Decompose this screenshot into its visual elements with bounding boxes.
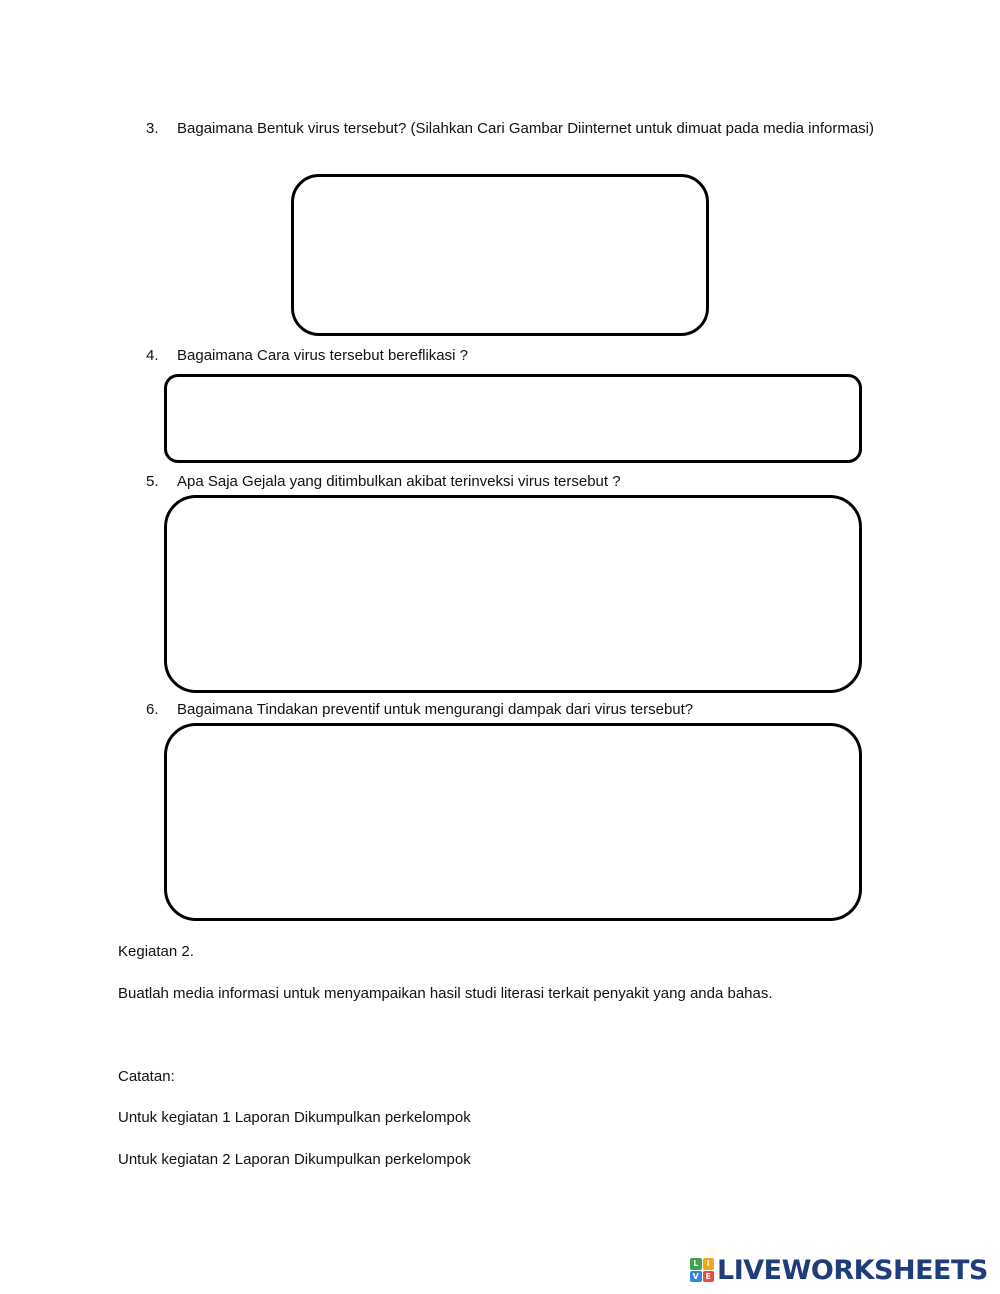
question-5-number: 5. (146, 473, 159, 490)
activity-instruction: Buatlah media informasi untuk menyampaikan hasil studi literasi terkait penyakit yang anda bahas. (118, 985, 773, 1002)
answer-box-4[interactable] (164, 374, 862, 463)
question-5-text: Apa Saja Gejala yang ditimbulkan akibat terinveksi virus tersebut ? (177, 473, 621, 490)
question-3-text: Bagaimana Bentuk virus tersebut? (Silahkan Cari Gambar Diinternet untuk dimuat pada media informasi) (177, 120, 875, 137)
logo-icon-letter: I (703, 1258, 715, 1270)
notes-heading: Catatan: (118, 1068, 175, 1085)
question-4-text: Bagaimana Cara virus tersebut bereflikasi ? (177, 347, 468, 364)
note-item: Untuk kegiatan 1 Laporan Dikumpulkan perkelompok (118, 1109, 471, 1126)
note-item: Untuk kegiatan 2 Laporan Dikumpulkan perkelompok (118, 1151, 471, 1168)
answer-box-3[interactable] (291, 174, 709, 336)
answer-box-5[interactable] (164, 495, 862, 693)
logo-icon-letter: L (690, 1258, 702, 1270)
logo-icon-letter: V (690, 1271, 702, 1283)
question-6-text: Bagaimana Tindakan preventif untuk mengurangi dampak dari virus tersebut? (177, 701, 694, 718)
logo-icon-letter: E (703, 1271, 715, 1283)
liveworksheets-logo-text: LIVEWORKSHEETS (717, 1254, 988, 1286)
liveworksheets-logo (690, 1255, 988, 1285)
question-3-number: 3. (146, 120, 159, 137)
question-6-number: 6. (146, 701, 159, 718)
activity-heading: Kegiatan 2. (118, 943, 194, 960)
question-4-number: 4. (146, 347, 159, 364)
answer-box-6[interactable] (164, 723, 862, 921)
liveworksheets-logo-icon (690, 1258, 714, 1282)
